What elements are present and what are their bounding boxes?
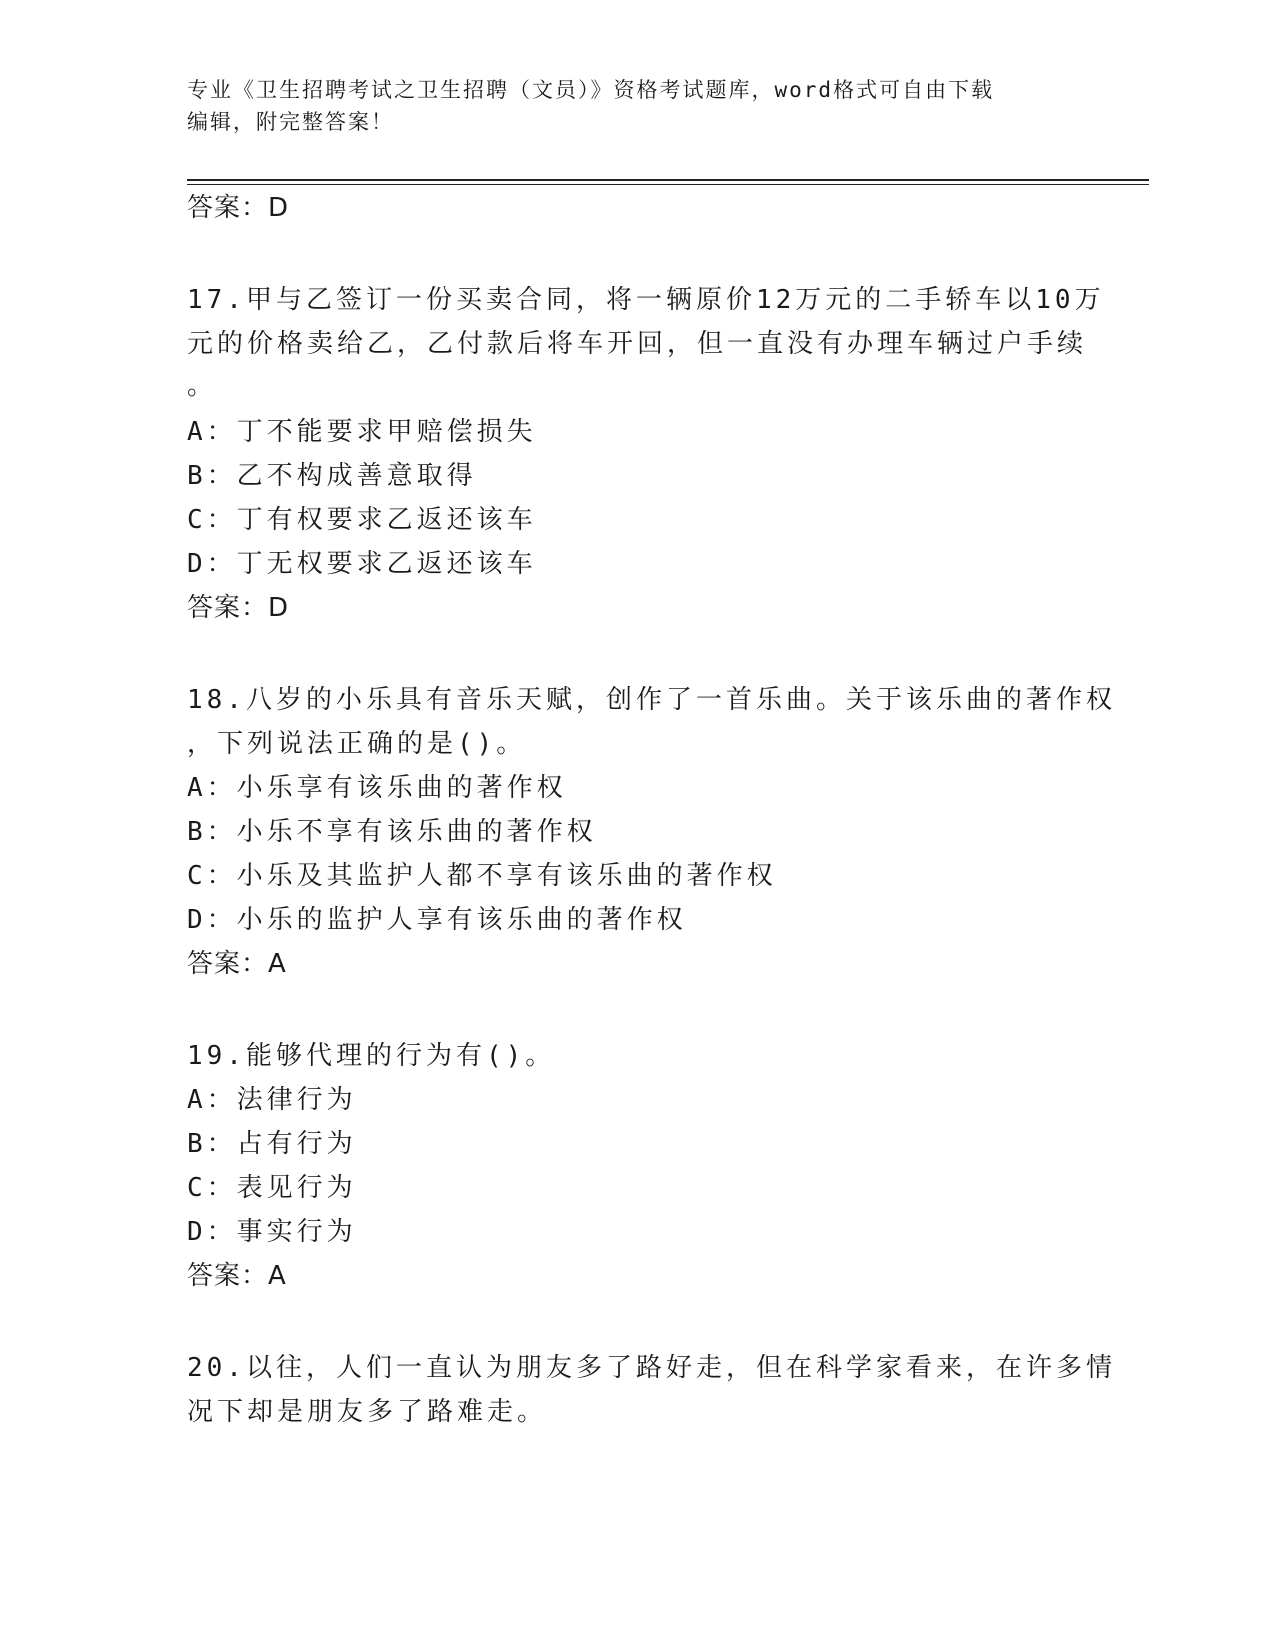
- option-a: A：法律行为: [187, 1085, 357, 1115]
- header-line-2: 编辑，附完整答案！: [187, 110, 394, 134]
- question-stem-line: 19.能够代理的行为有()。: [187, 1041, 556, 1071]
- option-a: A：小乐享有该乐曲的著作权: [187, 773, 567, 803]
- question-stem-line: 17.甲与乙签订一份买卖合同，将一辆原价12万元的二手轿车以10万: [187, 285, 1105, 315]
- question-stem-line: 。: [187, 371, 218, 401]
- option-c: C：丁有权要求乙返还该车: [187, 505, 537, 535]
- question-stem-line: ，下列说法正确的是()。: [187, 729, 527, 759]
- option-b: B：乙不构成善意取得: [187, 461, 477, 491]
- option-b: B：占有行为: [187, 1129, 357, 1159]
- header-divider-thick: [187, 179, 1149, 181]
- answer-line: 答案：D: [187, 593, 290, 623]
- question-stem-line: 况下却是朋友多了路难走。: [187, 1397, 548, 1427]
- document-header: [187, 74, 1067, 138]
- question-stem-line: 18.八岁的小乐具有音乐天赋，创作了一首乐曲。关于该乐曲的著作权: [187, 685, 1116, 715]
- question-stem-line: 20.以往，人们一直认为朋友多了路好走，但在科学家看来，在许多情: [187, 1353, 1116, 1383]
- option-c: C：小乐及其监护人都不享有该乐曲的著作权: [187, 861, 777, 891]
- header-line-1: 专业《卫生招聘考试之卫生招聘（文员）》资格考试题库，word格式可自由下载: [187, 78, 995, 102]
- answer-line: 答案：A: [187, 1261, 287, 1291]
- option-b: B：小乐不享有该乐曲的著作权: [187, 817, 597, 847]
- option-d: D：小乐的监护人享有该乐曲的著作权: [187, 905, 687, 935]
- option-c: C：表见行为: [187, 1173, 357, 1203]
- option-d: D：丁无权要求乙返还该车: [187, 549, 537, 579]
- answer-line: 答案：A: [187, 949, 287, 979]
- option-a: A：丁不能要求甲赔偿损失: [187, 417, 537, 447]
- option-d: D：事实行为: [187, 1217, 357, 1247]
- question-stem-line: 元的价格卖给乙，乙付款后将车开回，但一直没有办理车辆过户手续: [187, 329, 1088, 359]
- header-divider-thin: [187, 184, 1149, 185]
- answer-line: 答案：D: [187, 193, 290, 223]
